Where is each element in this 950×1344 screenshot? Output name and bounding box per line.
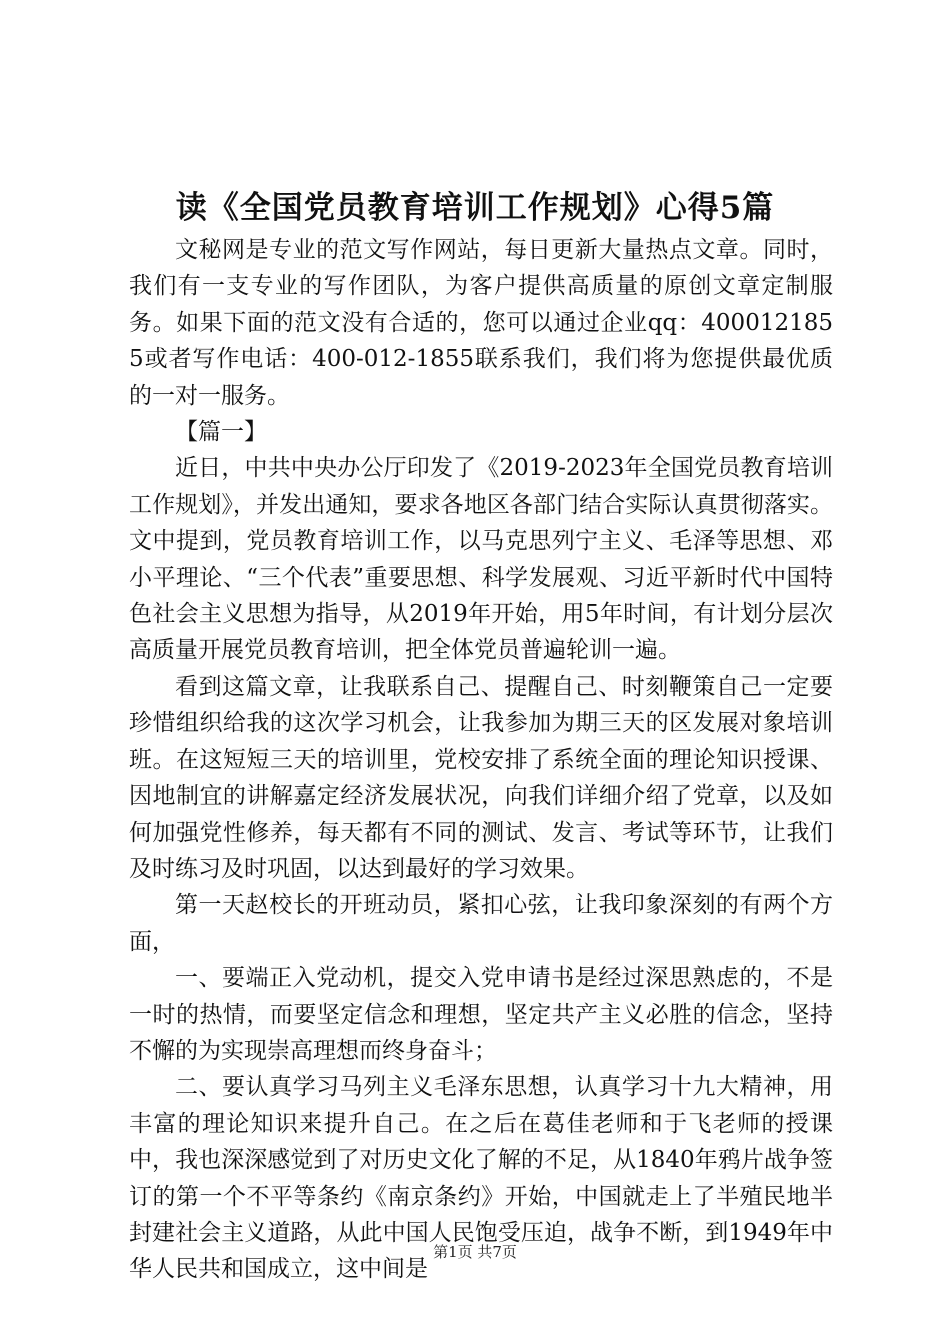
document-body <box>129 232 833 1288</box>
document-title: 读《全国党员教育培训工作规划》心得5篇 <box>175 190 775 226</box>
intro-paragraph: 文秘网是专业的范文写作网站，每日更新大量热点文章。同时，我们有一支专业的写作团队，为客户提供高质量的原创文章定制服务。如果下面的范文没有合适的，您可以通过企业qq：4000121855或者写作电话：400-012-1855联系我们，我们将为您提供最优质的一对一服务。 <box>129 237 833 409</box>
section-heading: 【篇一】 <box>175 419 267 446</box>
body-paragraph: 二、要认真学习马列主义毛泽东思想，认真学习十九大精神，用丰富的理论知识来提升自己。在之后在葛佳老师和于飞老师的授课中，我也深深感觉到了对历史文化了解的不足，从1840年鸦片战争签订的第一个不平等条约《南京条约》开始，中国就走上了半殖民地半封建社会主义道路，从此中国人民饱受压迫，战争不断，到1949年中华人民共和国成立，这中间是 <box>129 1074 833 1283</box>
body-paragraph: 第一天赵校长的开班动员，紧扣心弦，让我印象深刻的有两个方面， <box>129 892 833 955</box>
body-paragraph: 一、要端正入党动机，提交入党申请书是经过深思熟虑的，不是一时的热情，而要坚定信念和理想，坚定共产主义必胜的信念，坚持不懈的为实现崇高理想而终身奋斗； <box>129 965 833 1064</box>
page-footer: 第1页 共7页 <box>433 1243 517 1261</box>
body-paragraph: 近日，中共中央办公厅印发了《2019-2023年全国党员教育培训工作规划》，并发出通知，要求各地区各部门结合实际认真贯彻落实。文中提到，党员教育培训工作，以马克思列宁主义、毛泽等思想、邓小平理论、“三个代表”重要思想、科学发展观、习近平新时代中国特色社会主义思想为指导，从2019年开始，用5年时间，有计划分层次高质量开展党员教育培训，把全体党员普遍轮训一遍。 <box>129 455 833 664</box>
body-paragraph: 看到这篇文章，让我联系自己、提醒自己、时刻鞭策自己一定要珍惜组织给我的这次学习机会，让我参加为期三天的区发展对象培训班。在这短短三天的培训里，党校安排了系统全面的理论知识授课、因地制宜的讲解嘉定经济发展状况，向我们详细介绍了党章，以及如何加强党性修养，每天都有不同的测试、发言、考试等环节，让我们及时练习及时巩固，以达到最好的学习效果。 <box>129 673 833 882</box>
